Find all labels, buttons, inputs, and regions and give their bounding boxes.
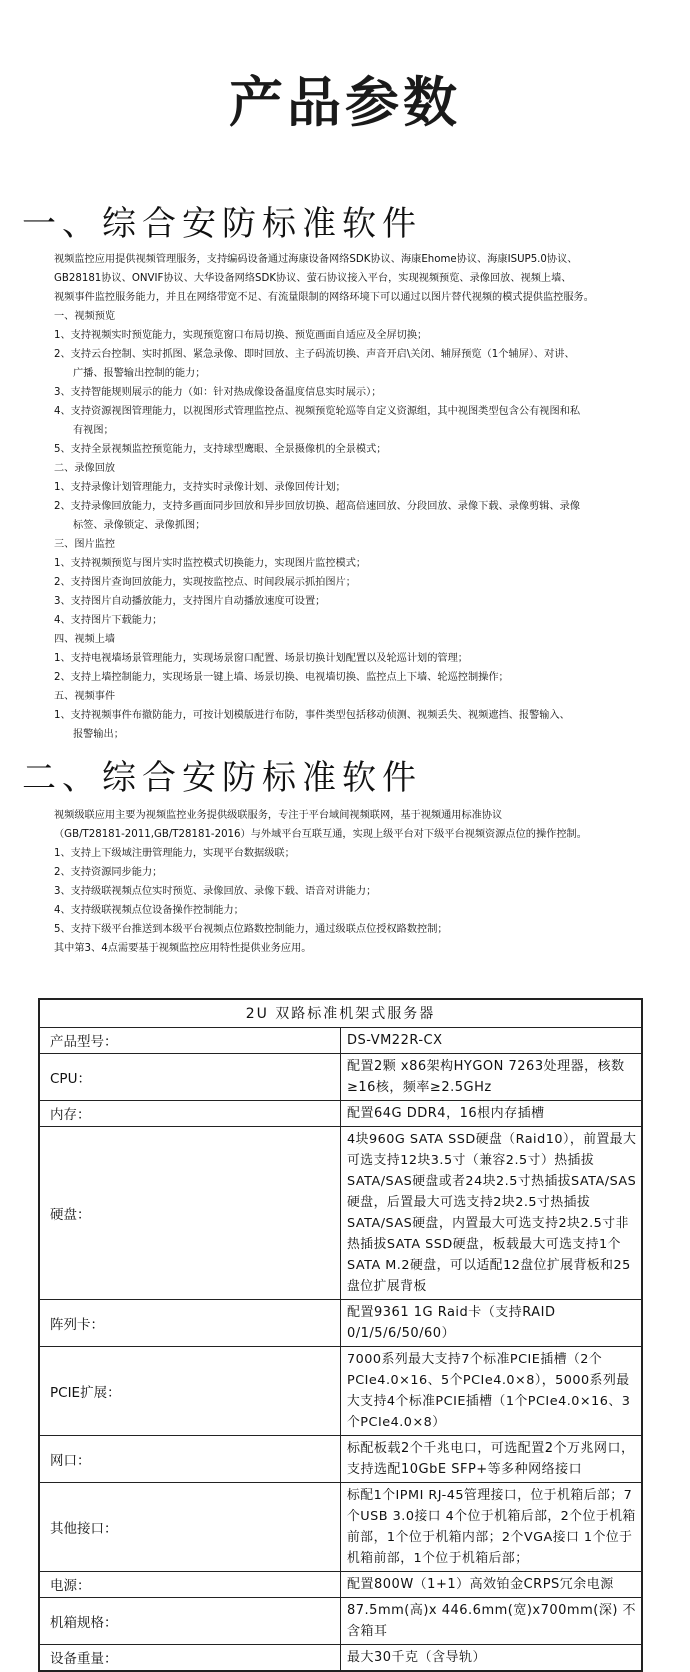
spec-value: 4块960G SATA SSD硬盘（Raid10），前置最大可选支持12块3.5寸（兼容2.5寸）热插拔SATA/SAS硬盘或者24块2.5寸热插拔SATA/SAS硬盘，后置最大可选支持2块2.5寸热插拔SATA/SAS硬盘，内置最大可选支持2块2.5寸非热插拔SATA SSD硬盘，板载最大可选支持1个SATA M.2硬盘，可以适配12盘位扩展背板和25盘位扩展背板 (341, 1126, 643, 1299)
spec-row (39, 1346, 642, 1435)
spec-label: CPU： (39, 1053, 341, 1100)
spec-label: 网口： (39, 1435, 341, 1482)
spec-value: 配置2颗 x86架构HYGON 7263处理器，核数≥16核，频率≥2.5GHz (341, 1053, 643, 1100)
spec-value: 最大30千克（含导轨） (341, 1644, 643, 1671)
spec-label: 电源： (39, 1571, 341, 1597)
spec-value: 7000系列最大支持7个标准PCIE插槽（2个PCIe4.0×16、5个PCIe4.0×8），5000系列最大支持4个标准PCIE插槽（1个PCIe4.0×16、3个PCIe4.0×8） (341, 1346, 643, 1435)
text-line: 2、支持云台控制、实时抓图、紧急录像、即时回放、主子码流切换、声音开启\关闭、辅屏预览（1个辅屏）、对讲、 (54, 349, 575, 360)
text-line: 5、支持全景视频监控预览能力，支持球型鹰眼、全景摄像机的全景模式； (54, 444, 387, 455)
spec-label: 硬盘： (39, 1126, 341, 1299)
text-line: GB28181协议、ONVIF协议、大华设备网络SDK协议、萤石协议接入平台，实现视频预览、录像回放、视频上墙、 (54, 273, 572, 284)
spec-label: 机箱规格： (39, 1597, 341, 1644)
text-line: 3、支持级联视频点位实时预览、录像回放、录像下载、语音对讲能力； (54, 886, 377, 897)
spec-row (39, 1053, 642, 1100)
text-line: 3、支持智能规则展示的能力（如：针对热成像设备温度信息实时展示）； (54, 387, 382, 398)
spec-row (39, 1027, 642, 1053)
spec-table (38, 998, 643, 1672)
text-line: 2、支持资源同步能力； (54, 867, 163, 878)
spec-row (39, 1597, 642, 1644)
spec-label: 产品型号： (39, 1027, 341, 1053)
text-line: 一、视频预览 (54, 311, 116, 322)
text-line: 二、录像回放 (54, 463, 116, 474)
spec-value: 配置800W（1+1）高效铂金CRPS冗余电源 (341, 1571, 643, 1597)
text-line: 1、支持视频事件布撤防能力，可按计划模版进行布防，事件类型包括移动侦测、视频丢失、视频遮挡、报警输入、 (54, 710, 570, 721)
text-line: 1、支持视频实时预览能力，实现预览窗口布局切换、预览画面自适应及全屏切换； (54, 330, 428, 341)
text-line: 1、支持上下级域注册管理能力，实现平台数据级联； (54, 848, 295, 859)
spec-label: 其他接口： (39, 1482, 341, 1571)
text-line: 视频级联应用主要为视频监控业务提供级联服务，专注于平台域间视频联网，基于视频通用标准协议 (54, 810, 503, 821)
spec-row (39, 1299, 642, 1346)
text-line: 5、支持下级平台推送到本级平台视频点位路数控制能力，通过级联点位授权路数控制； (54, 924, 448, 935)
text-line: 4、支持图片下载能力； (54, 615, 163, 626)
section-heading-2: 二、综合安防标准软件 (22, 758, 422, 798)
spec-label: 阵列卡： (39, 1299, 341, 1346)
spec-row (39, 1644, 642, 1671)
text-line: 视频监控应用提供视频管理服务，支持编码设备通过海康设备网络SDK协议、海康Ehome协议、海康ISUP5.0协议、 (54, 254, 578, 265)
spec-row (39, 1126, 642, 1299)
spec-row (39, 1571, 642, 1597)
spec-value: 配置9361 1G Raid卡（支持RAID 0/1/5/6/50/60） (341, 1299, 643, 1346)
text-line: （GB/T28181-2011,GB/T28181-2016）与外域平台互联互通，实现上级平台对下级平台视频资源点位的操作控制。 (54, 829, 587, 840)
text-line: 2、支持图片查询回放能力，实现按监控点、时间段展示抓拍图片； (54, 577, 356, 588)
text-line: 广播、报警输出控制的能力； (73, 368, 206, 379)
text-line: 2、支持上墙控制能力，实现场景一键上墙、场景切换、电视墙切换、监控点上下墙、轮巡控制操作； (54, 672, 509, 683)
spec-table-title: 2U 双路标准机架式服务器 (39, 999, 642, 1027)
section-heading-1: 一、综合安防标准软件 (22, 204, 422, 244)
section-2-body (54, 806, 672, 958)
text-line: 3、支持图片自动播放能力，支持图片自动播放速度可设置； (54, 596, 326, 607)
text-line: 2、支持录像回放能力，支持多画面同步回放和异步回放切换、超高倍速回放、分段回放、录像下载、录像剪辑、录像 (54, 501, 581, 512)
page-title: 产品参数 (229, 71, 461, 134)
text-line: 1、支持录像计划管理能力，支持实时录像计划、录像回传计划； (54, 482, 346, 493)
spec-value: 配置64G DDR4，16根内存插槽 (341, 1100, 643, 1126)
text-line: 4、支持资源视图管理能力，以视图形式管理监控点、视频预览轮巡等自定义资源组，其中视图类型包含公有视图和私 (54, 406, 581, 417)
text-line: 4、支持级联视频点位设备操作控制能力； (54, 905, 244, 916)
section-1-body (54, 250, 672, 744)
spec-value: 标配1个IPMI RJ-45管理接口，位于机箱后部；7个USB 3.0接口 4个位于机箱后部，2个位于机箱前部，1个位于机箱内部；2个VGA接口 1个位于机箱前部，1个位于机箱后部； (341, 1482, 643, 1571)
text-line: 有视图； (73, 425, 114, 436)
text-line: 1、支持视频预览与图片实时监控模式切换能力，实现图片监控模式； (54, 558, 367, 569)
spec-label: 内存： (39, 1100, 341, 1126)
text-line: 报警输出； (73, 729, 124, 740)
spec-table-body (39, 1027, 642, 1671)
spec-label: PCIE扩展： (39, 1346, 341, 1435)
text-line: 其中第3、4点需要基于视频监控应用特性提供业务应用。 (54, 943, 312, 954)
text-line: 三、图片监控 (54, 539, 116, 550)
spec-row (39, 1482, 642, 1571)
text-line: 标签、录像锁定、录像抓图； (73, 520, 206, 531)
spec-row (39, 1435, 642, 1482)
spec-row (39, 1100, 642, 1126)
spec-value: 87.5mm(高)x 446.6mm(宽)x700mm(深) 不含箱耳 (341, 1597, 643, 1644)
spec-label: 设备重量： (39, 1644, 341, 1671)
text-line: 1、支持电视墙场景管理能力，实现场景窗口配置、场景切换计划配置以及轮巡计划的管理； (54, 653, 468, 664)
text-line: 四、视频上墙 (54, 634, 116, 645)
spec-value: DS-VM22R-CX (341, 1027, 643, 1053)
spec-value: 标配板载2个千兆电口，可选配置2个万兆网口，支持选配10GbE SFP+等多种网络接口 (341, 1435, 643, 1482)
text-line: 五、视频事件 (54, 691, 116, 702)
text-line: 视频事件监控服务能力，并且在网络带宽不足、有流量限制的网络环境下可以通过以图片替代视频的模式提供监控服务。 (54, 292, 594, 303)
